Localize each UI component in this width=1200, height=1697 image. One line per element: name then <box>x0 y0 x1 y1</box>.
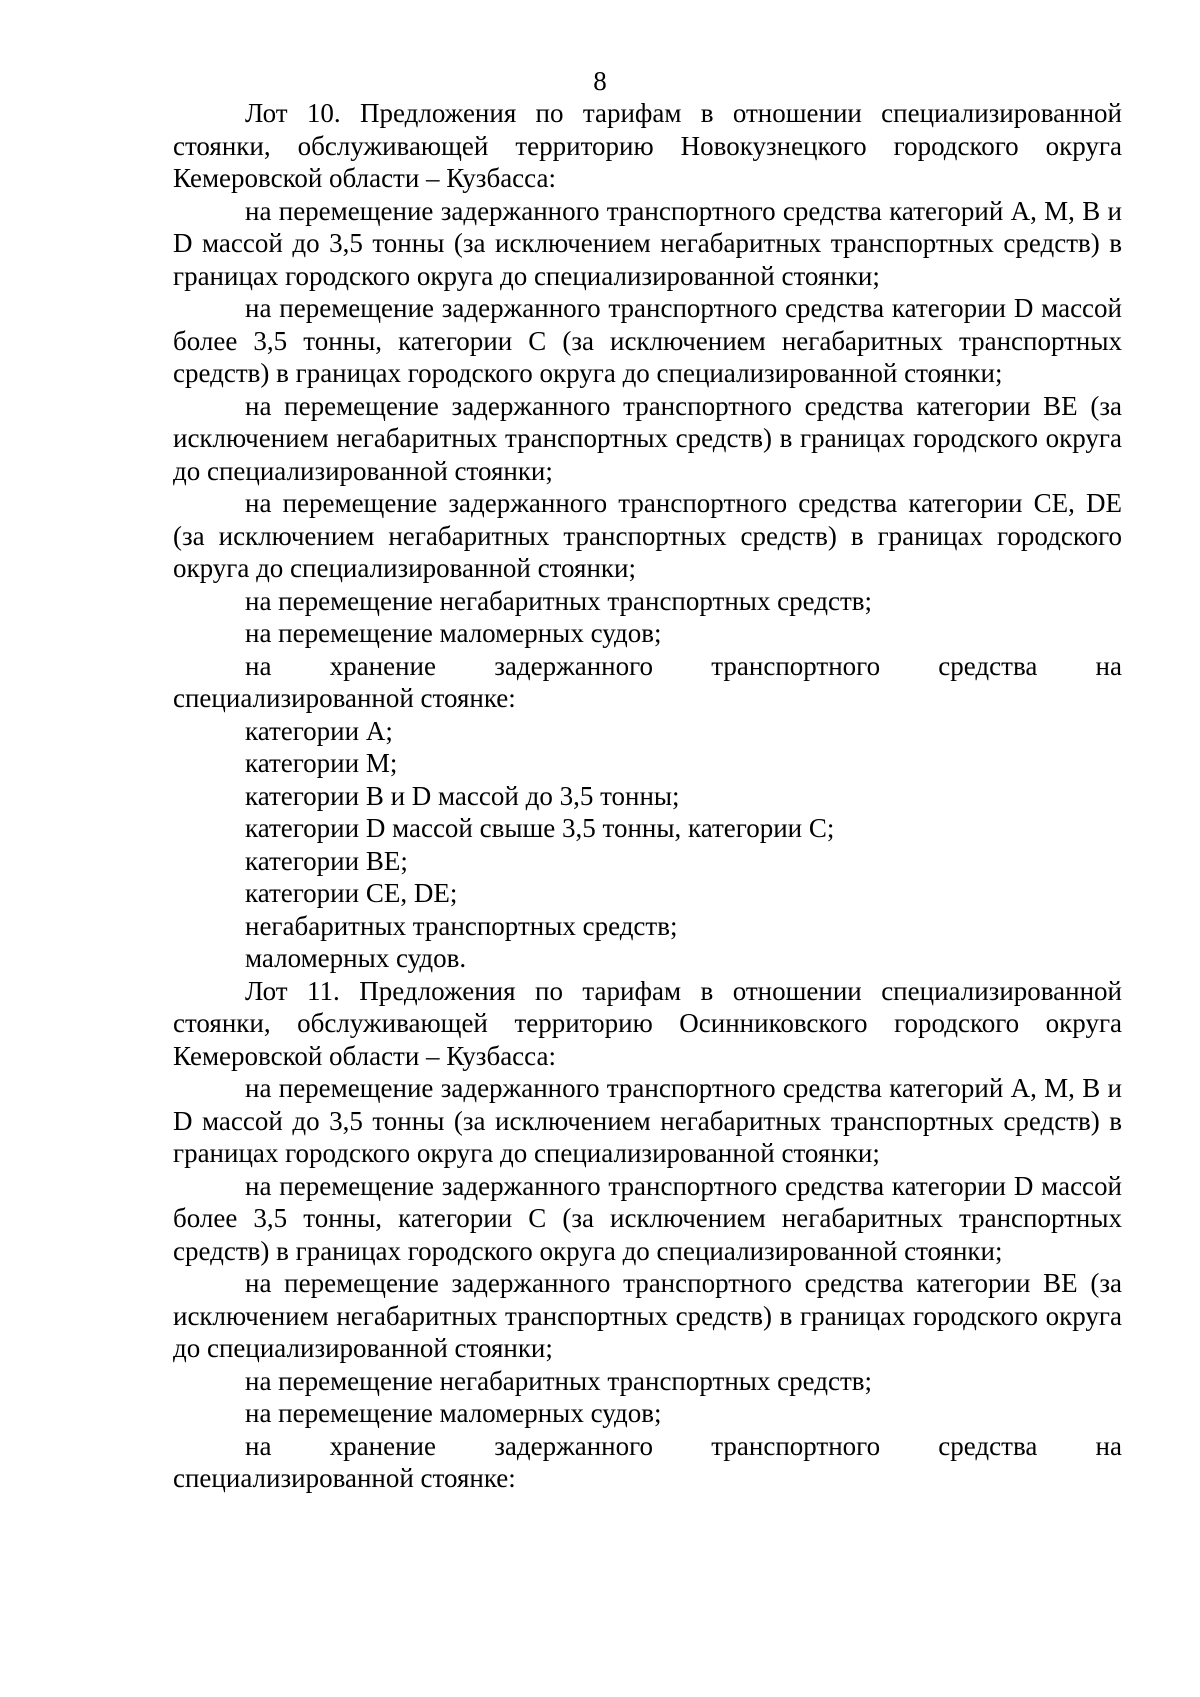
list-item: категории CE, DE; <box>245 878 458 908</box>
list-item: на перемещение задержанного транспортного средства категории D массой более 3,5 тонны, категории C (за исключением негабаритных транспортных средств) в границах городского округа до специализированной стоянки; <box>173 1170 1122 1266</box>
list-item: на перемещение задержанного транспортного средства категории BE (за исключением негабаритных транспортных средств) в границах городского округа до специализированной стоянки; <box>173 1268 1122 1363</box>
list-item-continuation: специализированной стоянке: <box>173 1463 516 1493</box>
list-item: на перемещение задержанного транспортного средства категорий A, M, B и D массой до 3,5 тонны (за исключением негабаритных транспортных средств) в границах городского округа до специализированной стоянки; <box>173 1073 1122 1168</box>
list-item: на перемещение маломерных судов; <box>245 618 662 648</box>
document-body <box>173 97 1122 1495</box>
page-number: 8 <box>593 66 607 96</box>
list-item: негабаритных транспортных средств; <box>245 910 678 941</box>
list-item: маломерных судов. <box>245 943 467 973</box>
list-item: категории M; <box>245 748 398 778</box>
list-item: категории D массой свыше 3,5 тонны, категории C; <box>245 813 835 843</box>
lot-10-heading: Лот 10. Предложения по тарифам в отношении специализированной стоянки, обслуживающей территорию Новокузнецкого городского округа Кемеровской области – Кузбасса: <box>173 98 1122 193</box>
lot-11-heading: Лот 11. Предложения по тарифам в отношении специализированной стоянки, обслуживающей территорию Осинниковского городского округа Кемеровской области – Кузбасса: <box>173 975 1122 1071</box>
list-item: на перемещение маломерных судов; <box>245 1398 662 1428</box>
list-item-continuation: специализированной стоянке: <box>173 683 516 713</box>
list-item: категории A; <box>245 715 393 746</box>
list-item: категории BE; <box>245 845 408 876</box>
list-item: на перемещение задержанного транспортного средства категории BE (за исключением негабаритных транспортных средств) в границах городского округа до специализированной стоянки; <box>173 390 1122 486</box>
list-item: на перемещение негабаритных транспортных средств; <box>245 585 873 616</box>
list-item: на хранение задержанного транспортного средства на <box>245 650 1122 681</box>
list-item: на хранение задержанного транспортного средства на <box>245 1430 1122 1461</box>
list-item: на перемещение негабаритных транспортных средств; <box>245 1365 873 1396</box>
list-item: на перемещение задержанного транспортного средства категорий A, M, B и D массой до 3,5 тонны (за исключением негабаритных транспортных средств) в границах городского округа до специализированной стоянки; <box>173 195 1122 291</box>
list-item: на перемещение задержанного транспортного средства категории D массой более 3,5 тонны, категории C (за исключением негабаритных транспортных средств) в границах городского округа до специализированной стоянки; <box>173 293 1122 388</box>
list-item: на перемещение задержанного транспортного средства категории CE, DE (за исключением негабаритных транспортных средств) в границах городского округа до специализированной стоянки; <box>173 488 1122 583</box>
list-item: категории B и D массой до 3,5 тонны; <box>245 780 680 811</box>
